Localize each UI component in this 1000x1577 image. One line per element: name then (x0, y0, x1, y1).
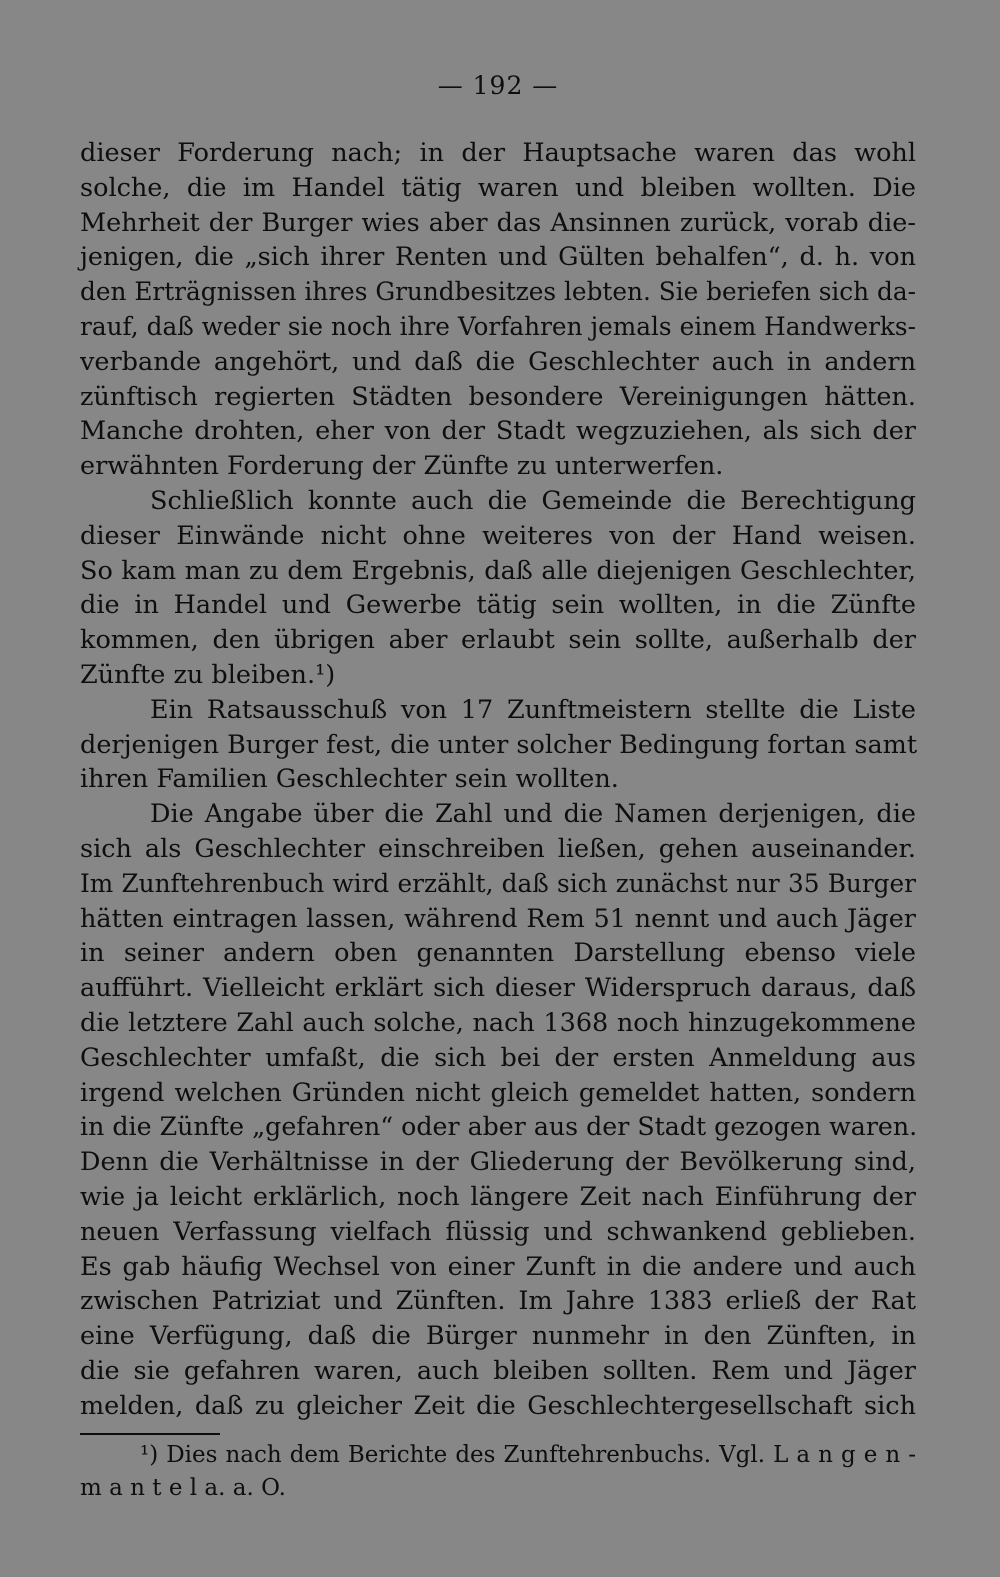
text-line: Im Zunftehrenbuch wird erzählt, daß sich zunächst nur 35 Burger (80, 868, 916, 898)
text-line: eine Verfügung, daß die Bürger nunmehr in den Zünften, in (80, 1321, 916, 1352)
paragraph (80, 136, 916, 484)
text-line: dieser Einwände nicht ohne weiteres von der Hand weisen. (80, 520, 916, 551)
text-line: solche, die im Handel tätig waren und bleiben wollten. Die (80, 172, 916, 203)
text-line: verbande angehört, und daß die Geschlechter auch in andern (80, 346, 916, 377)
text-line: Denn die Verhältnisse in der Gliederung der Bevölkerung sind, (80, 1147, 916, 1178)
footnote-line: ¹) Dies nach dem Berichte des Zunftehrenbuchs. Vgl. L a n g e n - (140, 1442, 916, 1469)
text-line: hätten eintragen lassen, während Rem 51 nennt und auch Jäger (80, 903, 916, 934)
text-line: Zünfte zu bleiben.¹) (80, 659, 336, 690)
paragraph (80, 484, 916, 693)
text-line: Es gab häufig Wechsel von einer Zunft in die andere und auch (80, 1251, 916, 1282)
text-line: jenigen, die „sich ihrer Renten und Gülten behalfen“, d. h. von (80, 242, 916, 273)
text-line: Die Angabe über die Zahl und die Namen derjenigen, die (150, 799, 916, 830)
text-line: in seiner andern oben genannten Darstellung ebenso viele (80, 938, 916, 969)
text-line: dieser Forderung nach; in der Hauptsache waren das wohl (80, 138, 916, 168)
text-line: wie ja leicht erklärlich, noch längere Zeit nach Einführung der (80, 1181, 916, 1212)
footnote-divider (80, 1433, 220, 1435)
text-line: Mehrheit der Burger wies aber das Ansinnen zurück, vorab die- (80, 207, 916, 238)
text-line: kommen, den übrigen aber erlaubt sein sollte, außerhalb der (80, 625, 916, 656)
text-line: Geschlechter umfaßt, die sich bei der ersten Anmeldung aus (80, 1042, 916, 1073)
text-line: ihren Familien Geschlechter sein wollten. (80, 764, 619, 795)
page-number: — 192 — (437, 71, 559, 100)
text-line: zünftisch regierten Städten besondere Vereinigungen hätten. (80, 381, 916, 412)
paragraph (80, 693, 916, 797)
text-line: irgend welchen Gründen nicht gleich gemeldet hatten, sondern (80, 1077, 916, 1108)
text-line: melden, daß zu gleicher Zeit die Geschlechtergesellschaft sich (80, 1390, 916, 1421)
footnote-line: m a n t e l a. a. O. (80, 1475, 286, 1502)
text-line: in die Zünfte „gefahren“ oder aber aus der Stadt gezogen waren. (80, 1112, 918, 1142)
text-line: erwähnten Forderung der Zünfte zu unterwerfen. (80, 451, 724, 482)
text-line: die sie gefahren waren, auch bleiben sollten. Rem und Jäger (80, 1355, 916, 1386)
text-line: aufführt. Vielleicht erklärt sich dieser Widerspruch daraus, daß (80, 973, 916, 1004)
text-line: den Erträgnissen ihres Grundbesitzes lebten. Sie beriefen sich da- (80, 277, 916, 307)
text-line: die letztere Zahl auch solche, nach 1368 noch hinzugekommene (80, 1007, 916, 1038)
text-line: Ein Ratsausschuß von 17 Zunftmeistern stellte die Liste (150, 694, 916, 725)
page (80, 68, 916, 1505)
text-line: So kam man zu dem Ergebnis, daß alle diejenigen Geschlechter, (80, 555, 916, 586)
text-line: derjenigen Burger fest, die unter solcher Bedingung fortan samt (80, 729, 918, 760)
text-line: sich als Geschlechter einschreiben ließen, gehen auseinander. (80, 833, 916, 864)
text-line: Schließlich konnte auch die Gemeinde die Berechtigung (150, 485, 916, 516)
text-line: die in Handel und Gewerbe tätig sein wollten, in die Zünfte (80, 590, 916, 621)
paragraph (80, 797, 916, 1423)
text-line: rauf, daß weder sie noch ihre Vorfahren jemals einem Handwerks- (80, 311, 916, 341)
text-line: zwischen Patriziat und Zünften. Im Jahre 1383 erließ der Rat (80, 1286, 916, 1317)
body-text (80, 136, 916, 1423)
text-line: Manche drohten, eher von der Stadt wegzuziehen, als sich der (80, 416, 916, 447)
footnote (80, 1439, 916, 1505)
text-line: neuen Verfassung vielfach flüssig und schwankend geblieben. (80, 1216, 916, 1247)
